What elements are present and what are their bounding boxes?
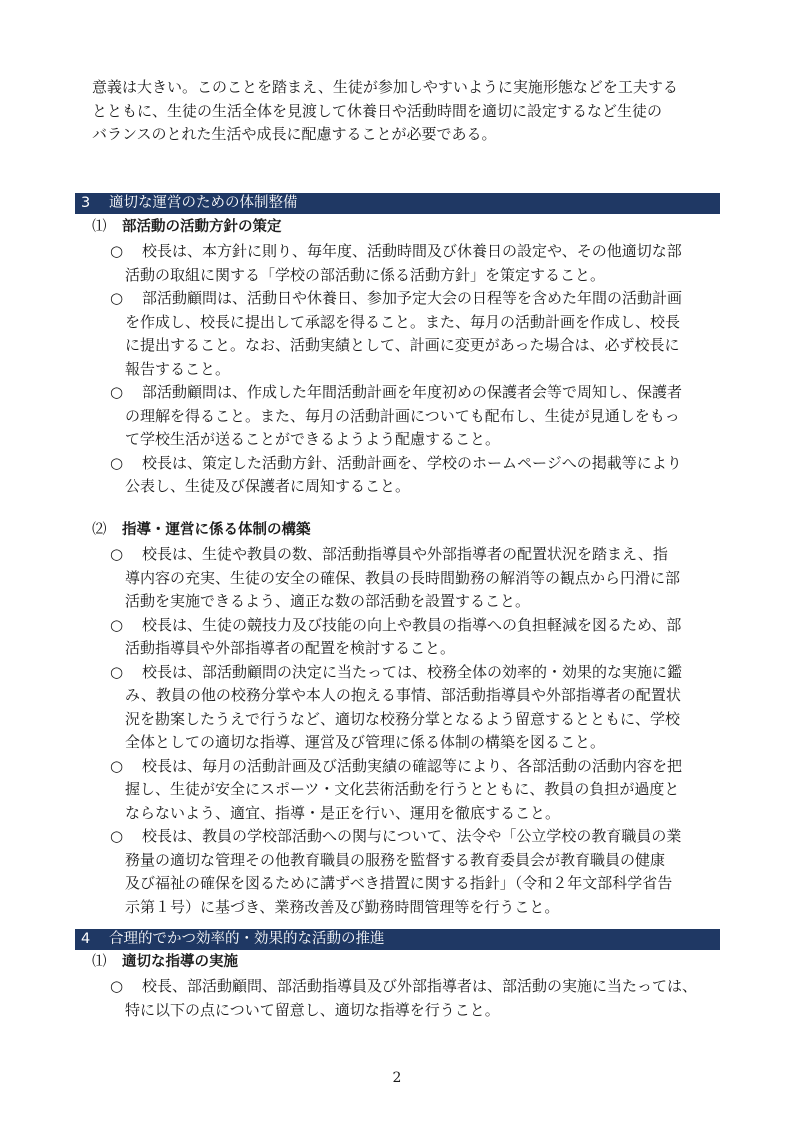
page-number: 2 <box>392 1070 402 1086</box>
subsection-title: 指導・運営に係る体制の構築 <box>122 522 311 538</box>
item-line: を作成し、校長に提出して承認を得ること。また、毎月の活動計画を作成し、校長 <box>125 312 681 331</box>
list-item <box>110 825 725 919</box>
item-line: み、教員の他の校務分掌や本人の抱える事情、部活動指導員や外部指導者の配置状 <box>125 686 681 704</box>
item-line: 全体としての適切な指導、運営及び管理に係る体制の構築を図ること。 <box>125 733 606 751</box>
list-item <box>110 287 725 381</box>
item-line: 特に以下の点について留意し、適切な指導を行うこと。 <box>125 1000 500 1019</box>
item-line: 活動指導員や外部指導者の配置を検討すること。 <box>125 639 456 657</box>
item-line: 況を勘案したうえで行うなど、適切な校務分掌となるよう留意するとともに、学校 <box>125 709 681 728</box>
item-line: 校長は、生徒や教員の数、部活動指導員や外部指導者の配置状況を踏まえ、指 <box>142 545 668 563</box>
item-line: の理解を得ること。また、毎月の活動計画についても配布し、生徒が見通しをもっ <box>125 406 680 425</box>
subsection-4-1-heading <box>92 952 238 972</box>
item-line: 校長は、策定した活動方針、活動計画を、学校のホームページへの掲載等により <box>142 453 682 472</box>
bullet-circle-icon: ○ <box>110 827 124 845</box>
subsection-number: ⑵ <box>92 522 107 538</box>
list-item <box>110 614 725 661</box>
bullet-circle-icon: ○ <box>110 453 124 472</box>
item-line: 校長は、部活動顧問の決定に当たっては、校務全体の効率的・効果的な実施に鑑 <box>142 662 683 681</box>
section-number: 3 <box>81 195 91 211</box>
intro-line: バランスのとれた生活や成長に配慮することが必要である。 <box>92 125 497 143</box>
subsection-3-2-items <box>110 543 725 919</box>
item-line: 部活動顧問は、活動日や休養日、参加予定大会の日程等を含めた年間の活動計画 <box>142 289 683 307</box>
bullet-circle-icon: ○ <box>110 662 124 681</box>
intro-line: 意義は大きい。このことを踏まえ、生徒が参加しやすいように実施形態などを工夫する <box>92 78 678 96</box>
section-title: 合理的でかつ効率的・効果的な活動の推進 <box>109 931 385 947</box>
bullet-circle-icon: ○ <box>110 615 124 634</box>
list-item <box>110 381 725 452</box>
intro-paragraph <box>92 76 732 147</box>
item-line: 校長は、毎月の活動計画及び活動実績の確認等により、各部活動の活動内容を把 <box>142 756 683 775</box>
item-line: 握し、生徒が安全にスポーツ・文化芸術活動を行うとともに、教員の負担が過度と <box>125 780 680 798</box>
item-line: 校長、部活動顧問、部活動指導員及び外部指導者は、部活動の実施に当たっては、 <box>142 977 698 995</box>
item-line: 務量の適切な管理その他教育職員の服務を監督する教育委員会が教育職員の健康 <box>125 850 666 869</box>
section-3-heading <box>75 193 720 214</box>
item-line: 活動を実施できるよう、適正な数の部活動を設置すること。 <box>125 592 531 610</box>
item-line: 導内容の充実、生徒の安全の確保、教員の長時間勤務の解消等の観点から円滑に部 <box>125 568 681 587</box>
item-line: 校長は、教員の学校部活動への関与について、法令や「公立学校の教育職員の業 <box>142 827 682 845</box>
item-line: 活動の取組に関する「学校の部活動に係る活動方針」を策定すること。 <box>125 265 606 284</box>
subsection-3-2-heading <box>92 520 311 540</box>
item-line: 校長は、本方針に則り、毎年度、活動時間及び休養日の設定や、その他適切な部 <box>142 242 682 260</box>
subsection-3-1-heading <box>92 217 282 237</box>
bullet-circle-icon: ○ <box>110 383 124 401</box>
bullet-circle-icon: ○ <box>110 289 124 307</box>
section-number: 4 <box>81 931 91 947</box>
subsection-number: ⑴ <box>92 954 107 970</box>
bullet-circle-icon: ○ <box>110 242 124 260</box>
subsection-title: 適切な指導の実施 <box>122 954 238 970</box>
item-line: 公表し、生徒及び保護者に周知すること。 <box>125 477 411 495</box>
item-line: 示第１号）に基づき、業務改善及び勤務時間管理等を行うこと。 <box>125 897 560 916</box>
subsection-title: 部活動の活動方針の策定 <box>122 219 282 235</box>
item-line: 校長は、生徒の競技力及び技能の向上や教員の指導への負担軽減を図るため、部 <box>142 615 682 634</box>
bullet-circle-icon: ○ <box>110 756 124 775</box>
list-item <box>110 543 725 614</box>
list-item <box>110 975 725 1022</box>
subsection-3-1-items <box>110 240 725 499</box>
item-line: ならないよう、適宜、指導・是正を行い、運用を徹底すること。 <box>125 803 561 822</box>
subsection-number: ⑴ <box>92 219 107 235</box>
section-title: 適切な運営のための体制整備 <box>109 195 298 211</box>
item-line: 部活動顧問は、作成した年間活動計画を年度初めの保護者会等で周知し、保護者 <box>142 383 683 401</box>
item-line: 及び福祉の確保を図るために講ずべき措置に関する指針」（令和２年文部科学省告 <box>125 874 673 892</box>
item-line: て学校生活が送ることができるようよう配慮すること。 <box>125 430 501 448</box>
subsection-4-1-items <box>110 975 725 1022</box>
list-item <box>110 452 725 499</box>
item-line: に提出すること。なお、活動実績として、計画に変更があった場合は、必ず校長に <box>125 336 680 354</box>
list-item <box>110 661 725 755</box>
bullet-circle-icon: ○ <box>110 977 124 995</box>
bullet-circle-icon: ○ <box>110 545 124 563</box>
item-line: 報告すること。 <box>125 359 231 378</box>
list-item <box>110 755 725 826</box>
list-item <box>110 240 725 287</box>
intro-line: とともに、生徒の生活全体を見渡して休養日や活動時間を適切に設定するなど生徒の <box>92 101 663 120</box>
section-4-heading <box>75 929 720 950</box>
